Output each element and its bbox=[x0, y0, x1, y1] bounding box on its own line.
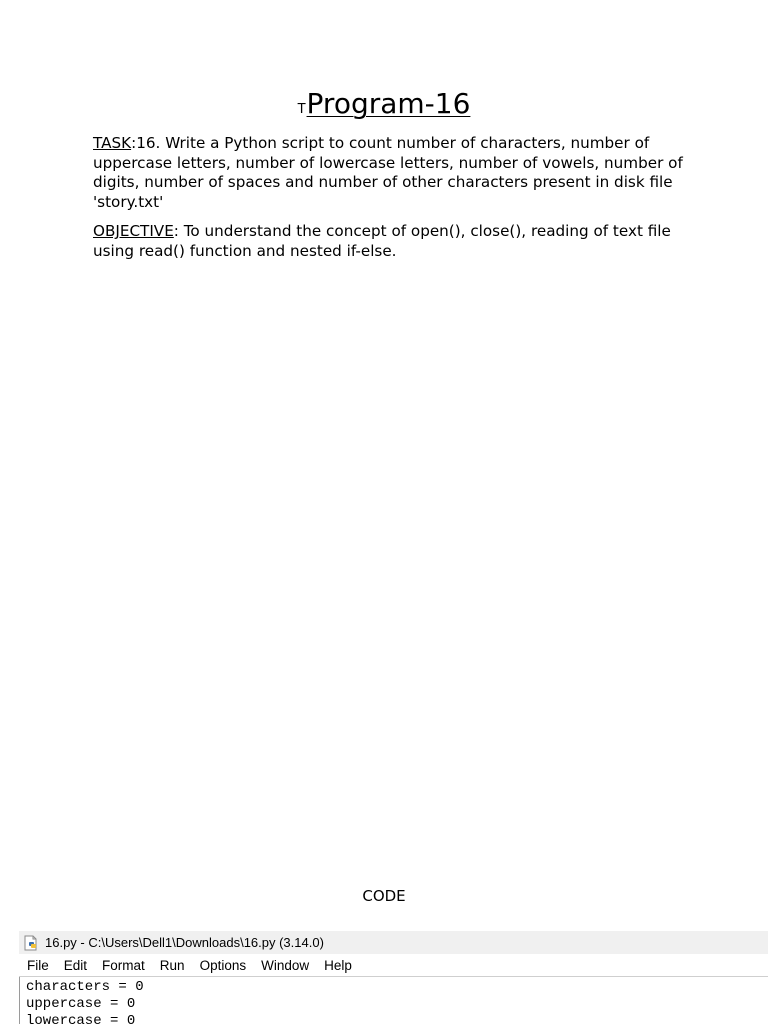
python-file-icon bbox=[23, 935, 39, 951]
title-main: Program-16 bbox=[306, 87, 471, 120]
task-paragraph bbox=[93, 134, 693, 212]
code-heading: CODE bbox=[362, 887, 406, 905]
menu-run[interactable]: Run bbox=[159, 958, 185, 973]
title-prefix: T bbox=[297, 102, 306, 117]
code-line: characters = 0 bbox=[26, 979, 144, 995]
code-editor[interactable] bbox=[19, 977, 768, 1024]
objective-paragraph bbox=[93, 222, 693, 261]
menu-format[interactable]: Format bbox=[102, 958, 145, 973]
idle-menubar bbox=[19, 955, 768, 977]
idle-window-title: 16.py - C:\Users\Dell1\Downloads\16.py (3.14.0) bbox=[45, 935, 324, 950]
menu-options[interactable]: Options bbox=[199, 958, 247, 973]
menu-window[interactable]: Window bbox=[261, 958, 310, 973]
page-title bbox=[0, 84, 768, 130]
objective-label: OBJECTIVE bbox=[93, 222, 174, 240]
menu-edit[interactable]: Edit bbox=[63, 958, 88, 973]
menu-help[interactable]: Help bbox=[324, 958, 352, 973]
menu-file[interactable]: File bbox=[27, 958, 49, 973]
task-text: :16. Write a Python script to count number of characters, number of uppercase letters, number of lowercase letters, number of vowels, number of digits, number of spaces and number of other characters present in disk file 'story.txt' bbox=[93, 134, 683, 211]
idle-window-titlebar bbox=[19, 931, 768, 954]
task-label: TASK bbox=[93, 134, 132, 152]
objective-text: : To understand the concept of open(), close(), reading of text file using read() function and nested if-else. bbox=[93, 222, 671, 260]
code-line: lowercase = 0 bbox=[26, 1013, 136, 1024]
code-line: uppercase = 0 bbox=[26, 996, 136, 1012]
